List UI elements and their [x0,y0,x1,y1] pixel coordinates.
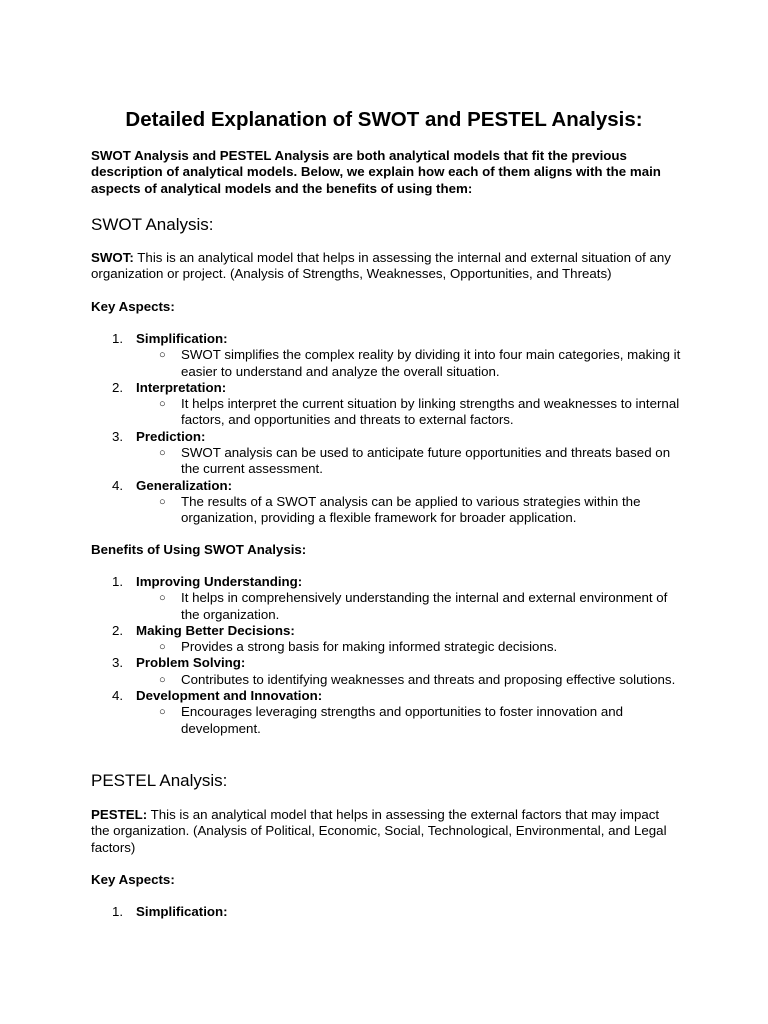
intro-paragraph: SWOT Analysis and PESTEL Analysis are both analytical models that fit the previous description of analytical models. Below, we explain how each of them aligns with the main aspects of analytical models and the benefits of using them: [91,148,661,196]
pestel-heading: PESTEL Analysis: [91,771,228,790]
hollow-circle-bullet-icon: ○ [159,495,166,508]
swot-key-aspects-label: Key Aspects: [91,299,175,314]
swot-key-aspects-list [91,331,681,527]
list-item [91,478,681,527]
item-number: 4. [112,688,124,704]
item-number: 1. [112,904,124,919]
item-title: Problem Solving: [136,655,246,671]
pestel-key-aspects-list [91,904,681,920]
list-item [91,623,681,656]
pestel-definition [91,807,681,856]
item-number: 1. [112,331,124,346]
swot-definition-text: This is an analytical model that helps in assessing the internal and external situation of any organization or project. (Analysis of Strengths, Weaknesses, Opportunities, and Threats) [91,250,671,282]
item-title: Making Better Decisions: [136,622,295,638]
sub-item [91,396,681,429]
sub-item [91,445,681,478]
sub-item-text: It helps interpret the current situation by linking strengths and weaknesses to internal factors, and opportunities and threats to external factors. [181,396,680,428]
item-number: 4. [112,477,124,493]
sub-item-text: It helps in comprehensively understanding the internal and external environment of the organization. [181,590,668,622]
item-title: Prediction: [136,428,206,444]
item-title: Improving Understanding: [136,574,303,589]
hollow-circle-bullet-icon: ○ [159,349,166,362]
list-item [91,380,681,429]
sub-item [91,347,681,380]
sub-item-text: SWOT analysis can be used to anticipate future opportunities and threats based on the current assessment. [181,445,671,477]
item-title: Simplification: [136,904,228,919]
sub-item-text: SWOT simplifies the complex reality by dividing it into four main categories, making it easier to understand and analyze the overall situation. [181,347,681,379]
item-title: Generalization: [136,477,233,493]
list-item [91,331,681,380]
sub-item [91,494,681,527]
sub-item [91,672,681,688]
item-title: Simplification: [136,331,228,346]
list-item [91,655,681,688]
sub-item [91,590,681,623]
sub-item-text: Provides a strong basis for making informed strategic decisions. [181,639,558,655]
hollow-circle-bullet-icon: ○ [159,673,166,686]
hollow-circle-bullet-icon: ○ [159,592,166,605]
item-number: 2. [112,622,124,638]
sub-item-text: Contributes to identifying weaknesses and threats and proposing effective solutions. [181,671,676,687]
item-number: 2. [112,379,124,395]
swot-heading: SWOT Analysis: [91,215,214,234]
swot-benefits-label: Benefits of Using SWOT Analysis: [91,542,307,557]
item-title: Interpretation: [136,379,227,395]
sub-item-text: The results of a SWOT analysis can be applied to various strategies within the organization, providing a flexible framework for broader application. [181,493,641,526]
pestel-definition-term: PESTEL: [91,807,148,822]
document-title: Detailed Explanation of SWOT and PESTEL Analysis: [125,108,643,131]
hollow-circle-bullet-icon: ○ [159,706,166,719]
sub-item-text: Encourages leveraging strengths and opportunities to foster innovation and development. [181,704,624,736]
hollow-circle-bullet-icon: ○ [159,447,166,460]
hollow-circle-bullet-icon: ○ [159,641,166,654]
list-item [91,688,681,737]
hollow-circle-bullet-icon: ○ [159,398,166,411]
pestel-definition-text: This is an analytical model that helps in assessing the external factors that may impact the organization. (Analysis of Political, Economic, Social, Technological, Environmental, and Legal factors) [91,807,667,855]
list-item [91,574,681,623]
pestel-key-aspects-label: Key Aspects: [91,872,175,887]
list-item [91,429,681,478]
swot-definition-term: SWOT: [91,250,134,265]
swot-definition [91,250,681,283]
sub-item [91,704,681,737]
swot-benefits-list [91,574,681,737]
item-number: 3. [112,428,124,444]
item-number: 3. [112,655,124,671]
sub-item [91,639,681,655]
list-item [91,904,681,920]
item-title: Development and Innovation: [136,688,323,704]
item-number: 1. [112,574,124,589]
